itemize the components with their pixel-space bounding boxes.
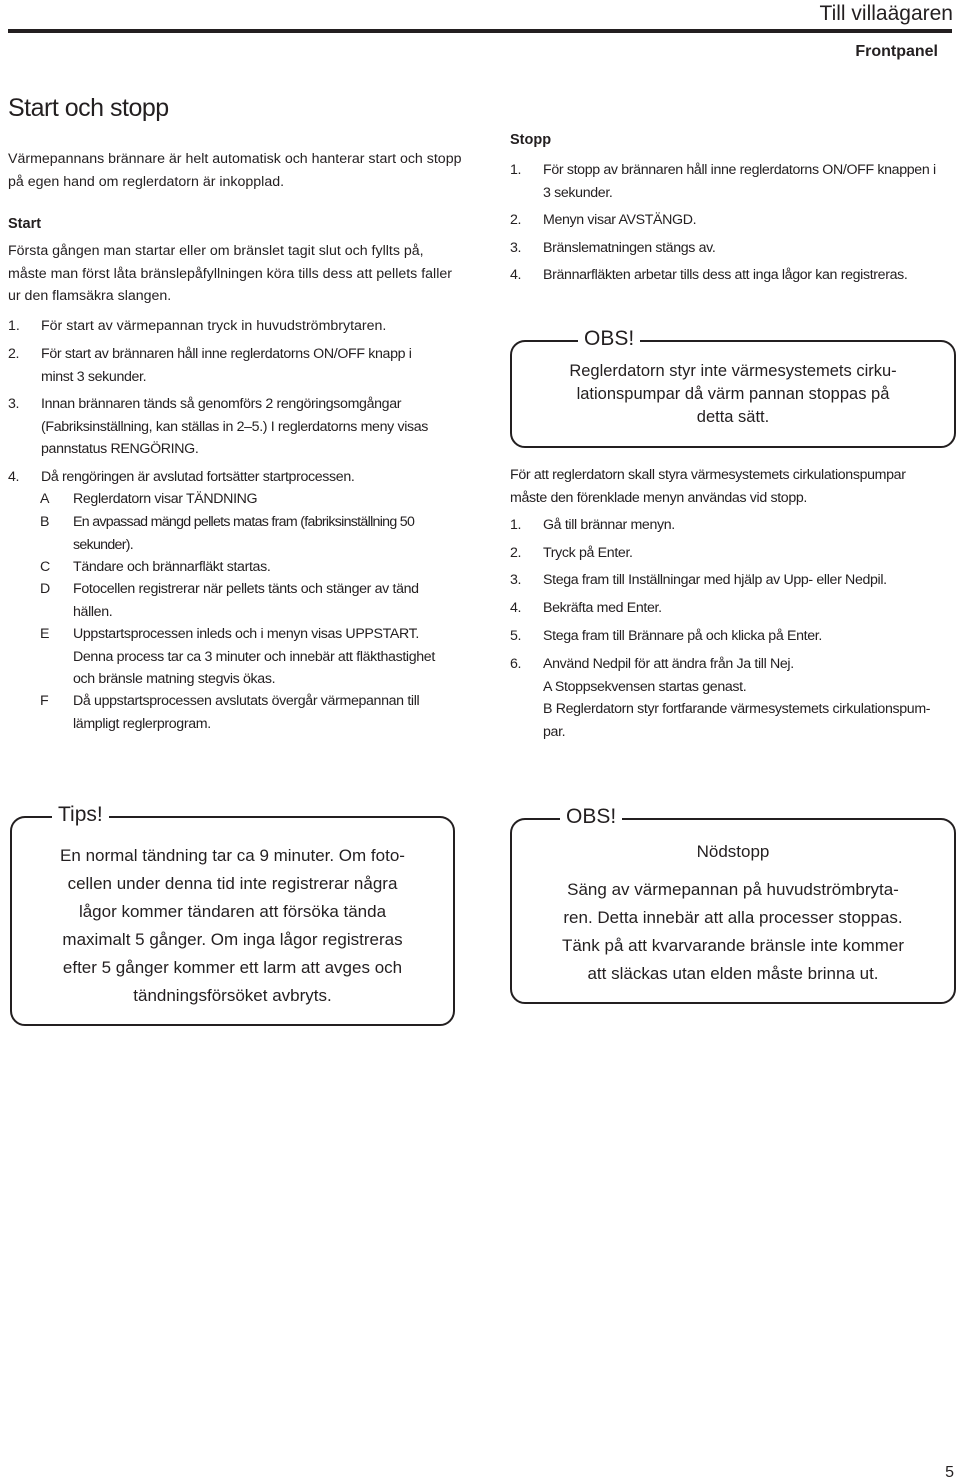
section-title: Till villaägaren (819, 2, 953, 25)
tips-line: efter 5 gånger kommer ett larm att avges och (62, 958, 403, 977)
step-number: 3. (8, 396, 20, 412)
emergency-line: Tänk på att kvarvarande bränsle inte kommer (561, 936, 905, 955)
tips-line: tändningsförsöket avbryts. (133, 986, 332, 1005)
start-intro-line: måste man först låta bränslepåfyllningen köra tills dess att pellets faller (8, 265, 452, 282)
step-number: 3. (510, 572, 522, 588)
tips-label: Tips! (52, 802, 109, 828)
emergency-line: ren. Detta innebär att alla processer stoppas. (563, 908, 903, 927)
step-text: För stopp av brännaren håll inne reglerdatorns ON/OFF knappen i 3 sekunder. (543, 162, 936, 201)
intro-line: Värmepannans brännare är helt automatisk och hanterar start och stopp (8, 151, 462, 167)
substep-text: En avpassad mängd pellets matas fram (fabriksinställning 50 sekunder). (73, 514, 415, 553)
step-text: Då rengöringen är avslutad fortsätter startprocessen. (41, 469, 355, 485)
step-number: 2. (510, 212, 522, 228)
step-number: 2. (8, 346, 20, 362)
step-text: Tryck på Enter. (543, 545, 633, 561)
substep-text: Uppstartsprocessen inleds och i menyn visas UPPSTART. Denna process tar ca 3 minuter och innebär att fläkthastighet och bränsle matning stegvis ökas. (73, 626, 435, 687)
step-text: Menyn visar AVSTÄNGD. (543, 212, 697, 228)
intro-paragraph (8, 148, 461, 193)
substep-letter: D (40, 581, 50, 597)
step-number: 1. (510, 162, 522, 178)
step-number: 4. (8, 469, 20, 485)
step-text: Gå till brännar menyn. (543, 517, 675, 533)
substep-letter: F (40, 693, 49, 709)
step-number: 3. (510, 240, 522, 256)
substep-letter: A (40, 491, 50, 507)
step-text: För start av brännaren håll inne reglerdatorns ON/OFF knapp i minst 3 sekunder. (41, 346, 412, 385)
tips-line: En normal tändning tar ca 9 minuter. Om foto- (60, 846, 405, 865)
step-text: För start av värmepannan tryck in huvudströmbrytaren. (41, 318, 387, 334)
obs-line: lationspumpar då värm pannan stoppas på (576, 385, 890, 403)
subsection-title: Frontpanel (855, 43, 938, 60)
substep-text: Då uppstartsprocessen avslutats övergår värmepannan till lämpligt reglerprogram. (73, 693, 420, 732)
header-rule (8, 29, 952, 33)
step-text: Bränslematningen stängs av. (543, 240, 716, 256)
step-number: 6. (510, 656, 522, 672)
substep-text: Fotocellen registrerar när pellets tänts och stänger av tänd hällen. (73, 581, 419, 620)
step-text: Innan brännaren tänds så genomförs 2 rengöringsomgångar (Fabriksinställning, kan ställas in 2–5.) I reglerdatorns meny visas pannstatus RENGÖRING. (41, 396, 429, 457)
step-number: 2. (510, 545, 522, 561)
step-number: 1. (8, 318, 20, 334)
obs-label: OBS! (578, 326, 640, 352)
obs-line: Reglerdatorn styr inte värmesystemets cirku- (569, 362, 897, 380)
emergency-line: Säng av värmepannan på huvudströmbryta- (567, 880, 899, 899)
step-text: Stega fram till Inställningar med hjälp av Upp- eller Nedpil. (543, 572, 887, 588)
pump-intro (510, 464, 906, 509)
step-text: Brännarfläkten arbetar tills dess att inga lågor kan registreras. (543, 267, 908, 283)
substep-letter: E (40, 626, 50, 642)
pump-intro-line: måste den förenklade menyn användas vid stopp. (510, 489, 808, 506)
step-number: 4. (510, 600, 522, 616)
intro-line: på egen hand om reglerdatorn är inkopplad. (8, 173, 285, 190)
tips-line: lågor kommer tändaren att försöka tända (78, 902, 387, 921)
obs-line: detta sätt. (696, 408, 770, 426)
substep-text: Tändare och brännarfläkt startas. (73, 559, 271, 575)
step-number: 5. (510, 628, 522, 644)
step-text: Stega fram till Brännare på och klicka på Enter. (543, 628, 822, 644)
step-number: 4. (510, 267, 522, 283)
step-text: Bekräfta med Enter. (543, 600, 662, 616)
emergency-obs-label: OBS! (560, 804, 622, 830)
stop-heading: Stopp (510, 132, 552, 148)
start-intro-line: ur den flamsäkra slangen. (8, 288, 172, 304)
substep-letter: B (40, 514, 49, 530)
tips-line: maximalt 5 gånger. Om inga lågor registreras (62, 930, 403, 949)
tips-box (10, 803, 455, 1026)
page-title: Start och stopp (8, 94, 169, 122)
page-number: 5 (945, 1464, 954, 1481)
emergency-line: att släckas utan elden måste brinna ut. (587, 964, 879, 983)
step-number: 1. (510, 517, 522, 533)
emergency-stop-box (510, 805, 956, 1004)
tips-line: cellen under denna tid inte registrerar några (67, 874, 398, 893)
emergency-title: Nödstopp (696, 842, 770, 861)
obs-note-box (510, 327, 956, 448)
start-intro-line: Första gången man startar eller om bränslet tagit slut och fyllts på, (8, 243, 424, 259)
start-heading: Start (8, 216, 42, 232)
substep-text: Reglerdatorn visar TÄNDNING (73, 491, 258, 507)
pump-intro-line: För att reglerdatorn skall styra värmesystemets cirkulationspumpar (510, 467, 906, 483)
substep-letter: C (40, 559, 50, 575)
start-intro (8, 240, 452, 308)
step-text: Använd Nedpil för att ändra från Ja till Nej. A Stoppsekvensen startas genast. B Reglerdatorn styr fortfarande värmesystemets cirkulationspum- par. (543, 656, 931, 740)
